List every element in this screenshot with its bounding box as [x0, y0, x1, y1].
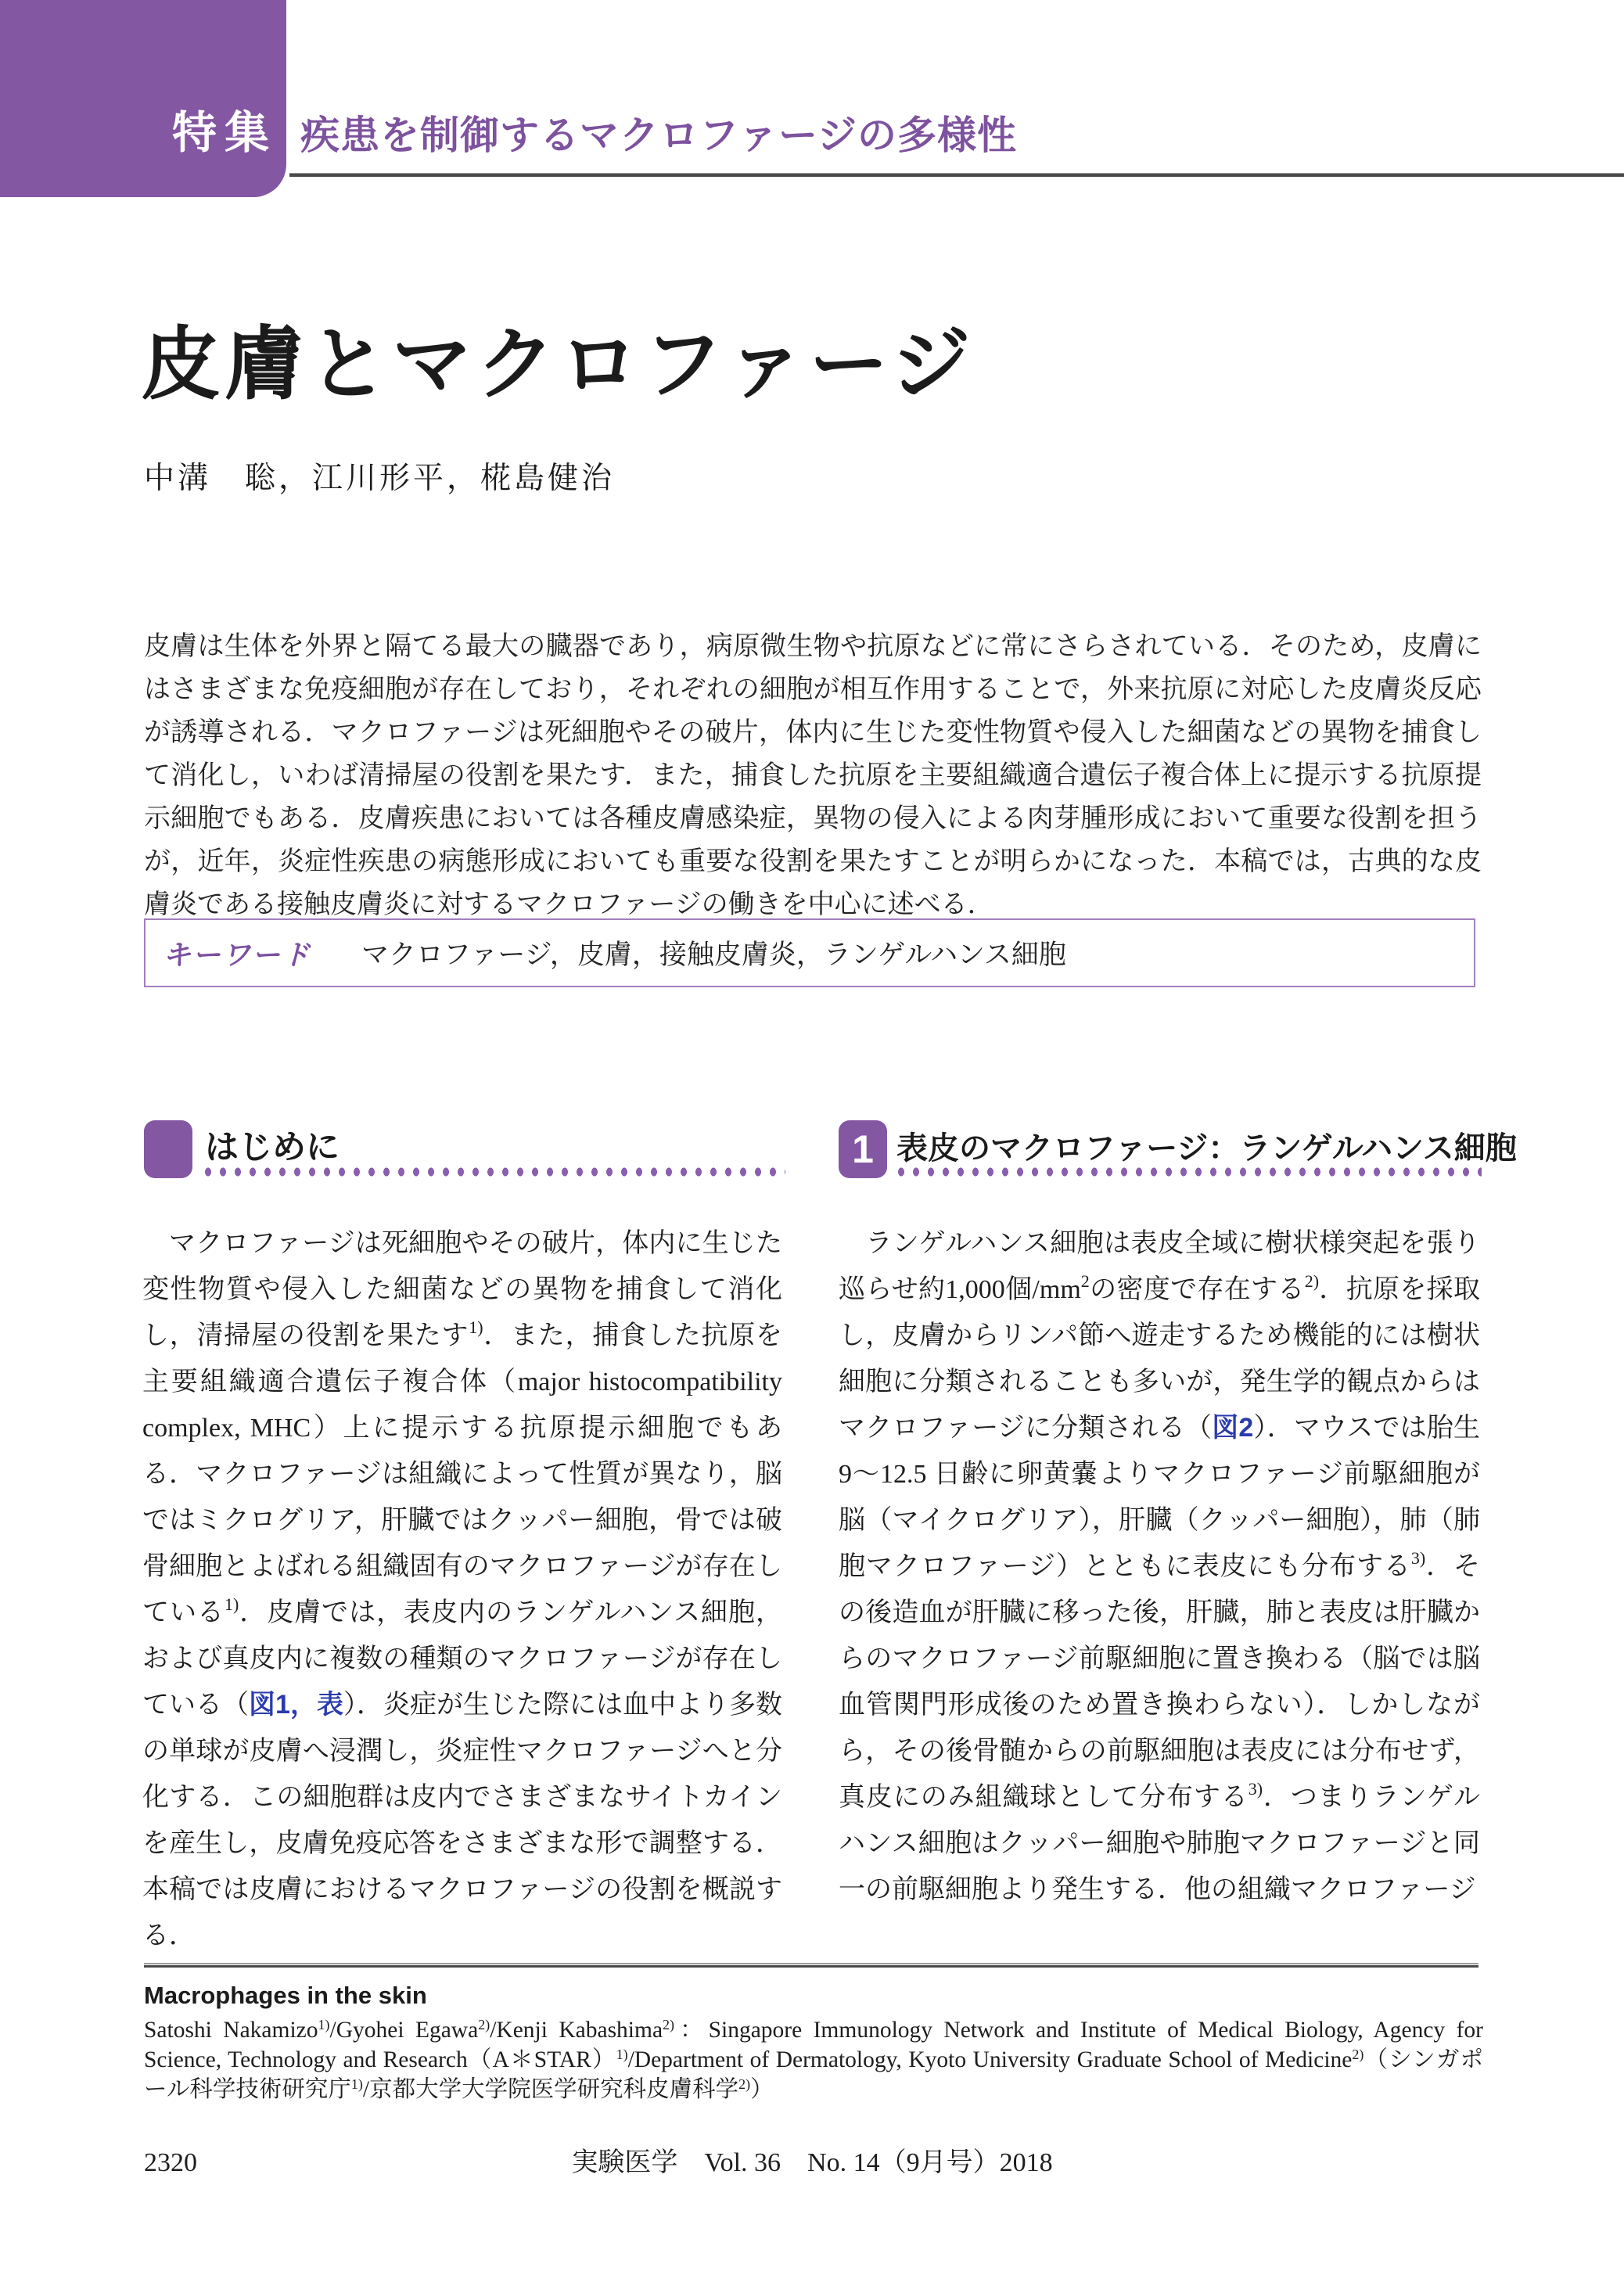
- text-run: ）．炎症が生じた際には血中より多数の単球が皮膚へ浸潤し，炎症性マクロファージへと分化する．この細胞群は皮内でさまざまなサイトカインを産生し，皮膚免疫応答をさまざまな形で調整する．本稿では皮膚におけるマクロファージの役割を概説する．: [142, 1691, 783, 1950]
- section-number: 1: [852, 1127, 874, 1171]
- dotted-divider: [896, 1167, 1482, 1177]
- journal-citation: 実験医学 Vol. 36 No. 14（9月号）2018: [571, 2148, 1053, 2177]
- keyword-list: マクロファージ，皮膚，接触皮膚炎，ランゲルハンス細胞: [361, 940, 1066, 970]
- reference-superscript: 3): [1248, 1779, 1263, 1799]
- section-heading-epidermal-macrophages: 表皮のマクロファージ：ランゲルハンス細胞: [896, 1131, 1517, 1166]
- abstract-paragraph: 皮膚は生体を外界と隔てる最大の臓器であり，病原微生物や抗原などに常にさらされている．そのため，皮膚にはさまざまな免疫細胞が存在しており，それぞれの細胞が相互作用することで，外来抗原に対応した皮膚炎反応が誘導される．マクロファージは死細胞やその破片，体内に生じた変性物質や侵入した細菌などの異物を捕食して消化し，いわば清掃屋の役割を果たす．また，捕食した抗原を主要組織適合遺伝子複合体上に提示する抗原提示細胞でもある．皮膚疾患においては各種皮膚感染症，異物の侵入による肉芽腫形成において重要な役割を担うが，近年，炎症性疾患の病態形成においても重要な役割を果たすことが明らかになった．本稿では，古典的な皮膚炎である接触皮膚炎に対するマクロファージの働きを中心に述べる．: [144, 631, 1482, 919]
- dotted-divider: [203, 1167, 785, 1177]
- reference-superscript: 2): [1352, 2047, 1364, 2062]
- article-title: 皮膚とマクロファージ: [141, 320, 975, 409]
- reference-superscript: 3): [1410, 1548, 1426, 1568]
- reference-superscript: 1): [616, 2047, 628, 2062]
- text-run: の密度で存在する: [1089, 1275, 1305, 1304]
- reference-superscript: 2): [478, 2017, 490, 2032]
- figure-link[interactable]: 図1: [249, 1690, 290, 1720]
- special-feature-badge: 特集: [172, 108, 277, 158]
- special-feature-corner-block: [0, 0, 286, 197]
- series-title: 疾患を制御するマクロファージの多様性: [300, 113, 1017, 157]
- text-run: ．その後造血が肝臓に移った後，肝臓，肺と表皮は肝臓からのマクロファージ前駆細胞に置き換わる（脳では脳血管関門形成後のため置き換わらない）．しかしながら，その後骨髄からの前駆細胞は表皮には分布せず，真皮にのみ組織球として分布する: [839, 1552, 1481, 1812]
- figure-link[interactable]: ，: [289, 1690, 317, 1720]
- footnote-affiliations: [144, 2015, 1483, 2104]
- section-heading-introduction: はじめに: [205, 1129, 340, 1166]
- page-number: 2320: [144, 2148, 197, 2177]
- text-run: /Department of Dermatology, Kyoto University Graduate School of Medicine: [627, 2047, 1353, 2072]
- reference-superscript: 2): [738, 2076, 751, 2092]
- text-run: ）: [750, 2077, 774, 2102]
- text-run: /京都大学大学院医学研究科皮膚科学: [362, 2077, 739, 2102]
- article-authors: 中溝 聡，江川形平，椛島健治: [144, 462, 616, 495]
- text-run: ．また，捕食した抗原を主要組織適合遺伝子複合体（major histocompatibility complex, MHC）上に提示する抗原提示細胞でもある．マクロファージは組織によって性質が異なり，脳ではミクログリア，肝臓ではクッパー細胞，骨では破骨細胞とよばれる組織固有のマクロファージが存在している: [142, 1321, 783, 1627]
- footnote-rule: [144, 1963, 1478, 1968]
- footnote-english-title: Macrophages in the skin: [144, 1982, 427, 2009]
- reference-superscript: 1): [469, 1317, 483, 1337]
- reference-superscript: 1): [350, 2076, 363, 2092]
- text-run: /Kenji Kabashima: [490, 2018, 663, 2043]
- figure-link[interactable]: 表: [316, 1690, 343, 1720]
- text-run: ．皮膚では，表皮内のランゲルハンス細胞，および真皮内に複数の種類のマクロファージが存在している（: [142, 1598, 783, 1720]
- reference-superscript: 2): [663, 2017, 675, 2032]
- reference-superscript: 1): [318, 2017, 330, 2032]
- body-column-right: [839, 1220, 1480, 1913]
- header-rule: [289, 173, 1624, 177]
- text-run: ．つまりランゲルハンス細胞はクッパー細胞や肺胞マクロファージと同一の前駆細胞より発生する．他の組織マクロファージ: [839, 1783, 1481, 1904]
- text-run: /Gyohei Egawa: [329, 2018, 479, 2043]
- text-run: マクロファージは死細胞やその破片，体内に生じた変性物質や侵入した細菌などの異物を捕食して消化し，清掃屋の役割を果たす: [142, 1229, 782, 1350]
- section-bullet-square: [144, 1120, 192, 1178]
- reference-superscript: 2): [1304, 1271, 1320, 1291]
- keyword-label: キーワード: [163, 938, 312, 971]
- text-run: ）．マウスでは胎生 9〜12.5 日齢に卵黄嚢よりマクロファージ前駆細胞が脳（マイクログリア），肝臓（クッパー細胞），肺（肺胞マクロファージ）とともに表皮にも分布する: [839, 1414, 1481, 1581]
- figure-link[interactable]: 図2: [1212, 1413, 1254, 1443]
- text-run: （シンガポール科学技術研究庁: [144, 2047, 1483, 2102]
- text-run: ．抗原を採取し，皮膚からリンパ節へ遊走するため機能的には樹状細胞に分類されることも多いが，発生学的観点からはマクロファージに分類される（: [839, 1275, 1481, 1443]
- keyword-box: [144, 918, 1475, 987]
- body-column-left: [142, 1220, 782, 1959]
- reference-superscript: 2: [1080, 1271, 1090, 1291]
- reference-superscript: 1): [224, 1594, 239, 1614]
- section-number-square: [839, 1120, 887, 1178]
- text-run: ランゲルハンス細胞は表皮全域に樹状様突起を張り巡らせ約1,000個/mm: [839, 1229, 1480, 1304]
- text-run: ：Singapore Immunology Network and Institute of Medical Biology, Agency for Science, Technology and Research（A＊STAR）: [144, 2018, 1483, 2072]
- text-run: Satoshi Nakamizo: [144, 2018, 318, 2043]
